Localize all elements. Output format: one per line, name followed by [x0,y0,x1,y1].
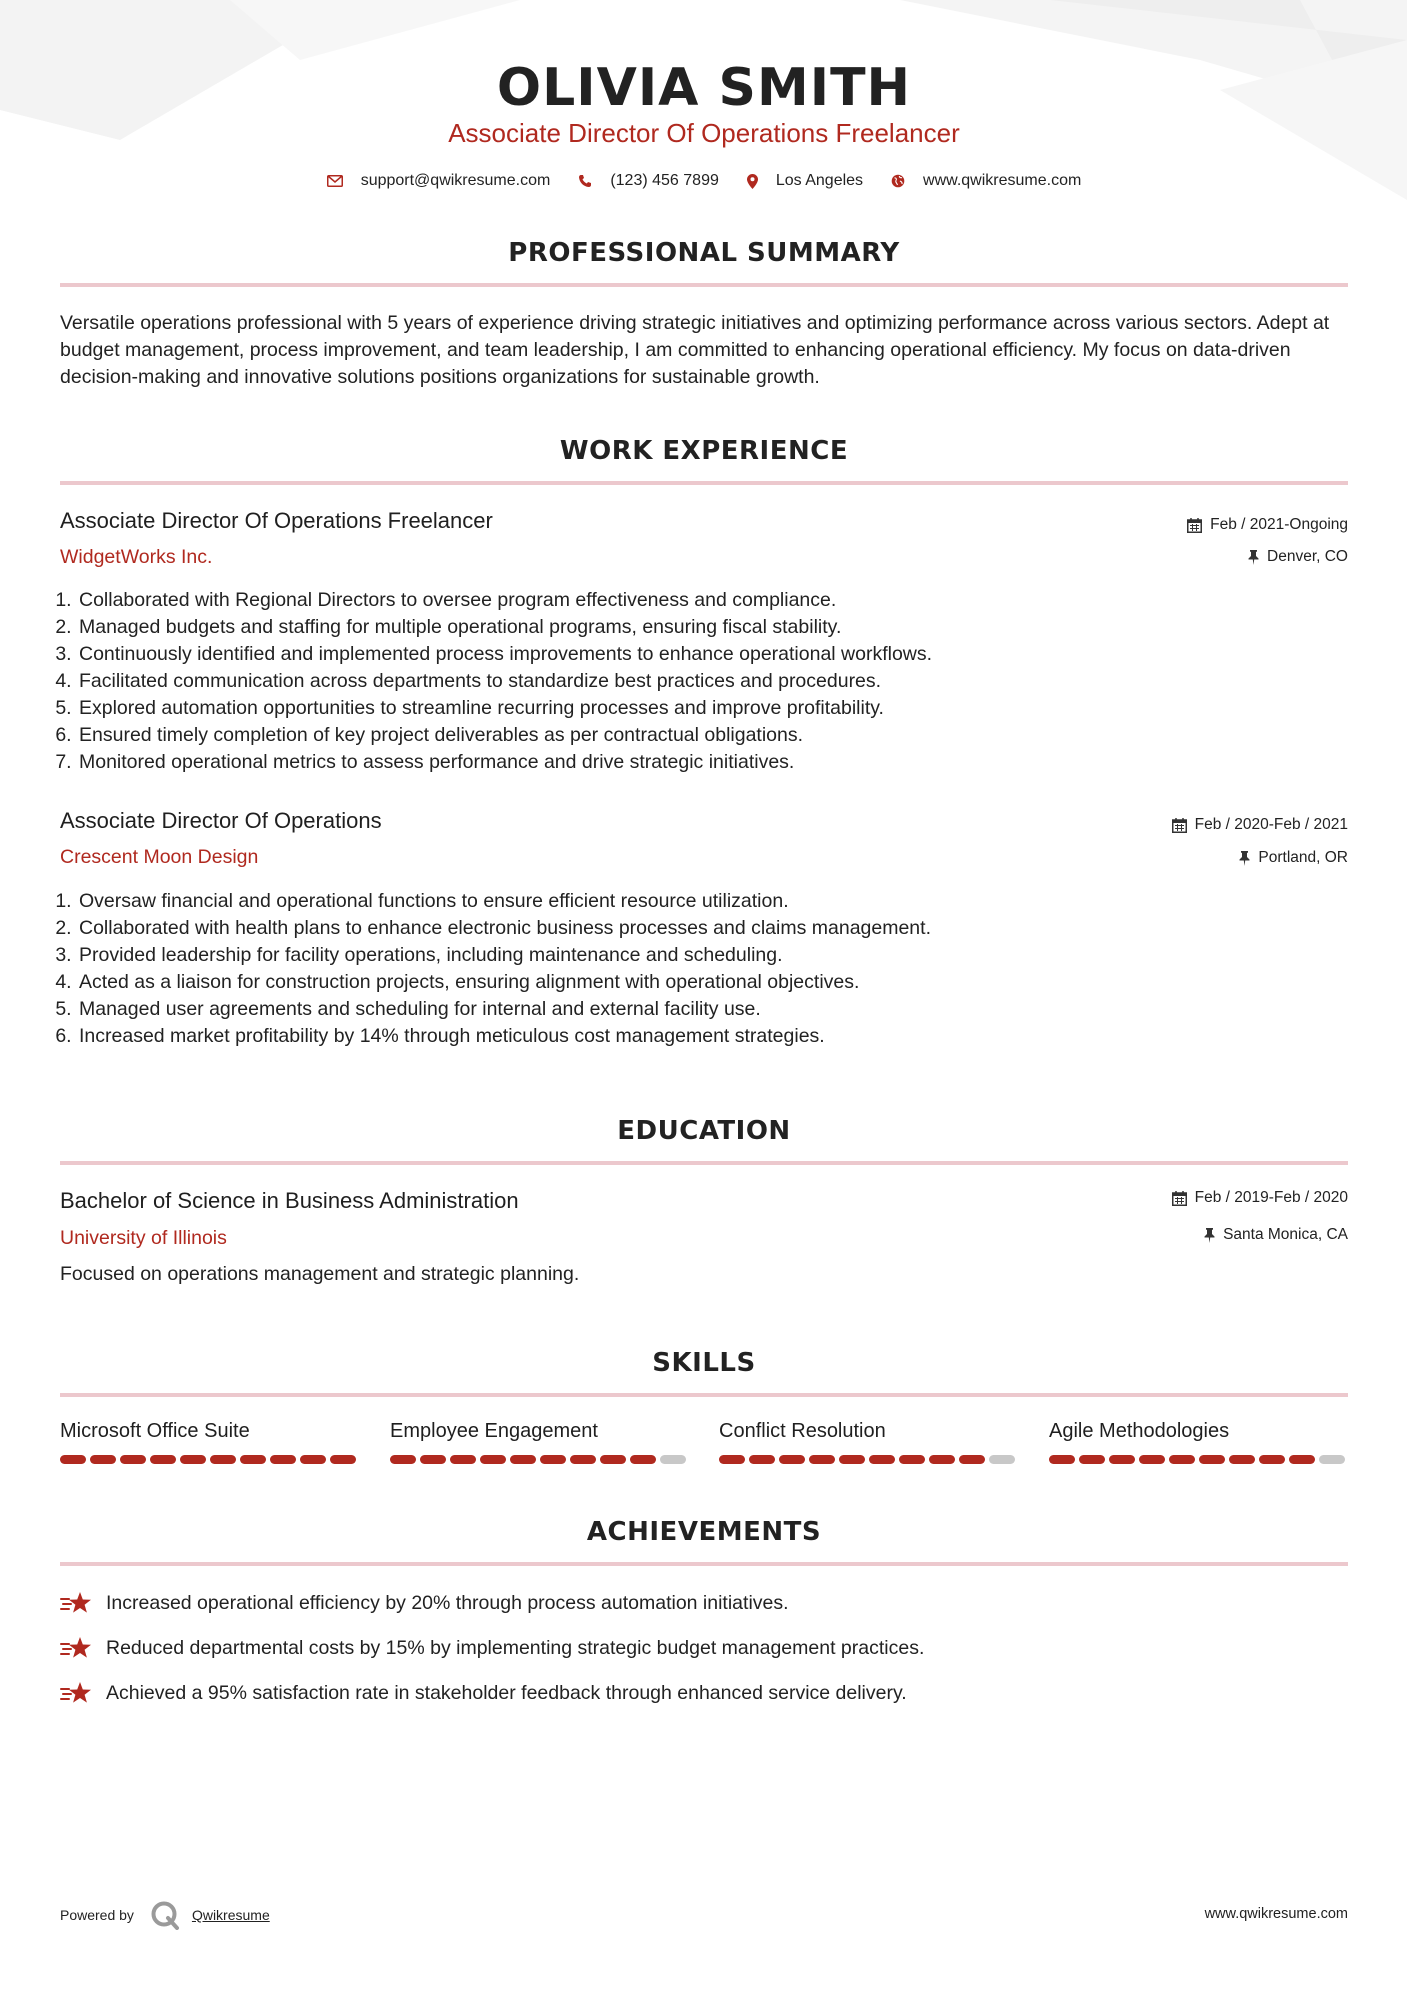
pushpin-icon [1239,851,1250,866]
skill-level-bar [390,1455,690,1464]
job-company: Crescent Moon Design [60,846,259,868]
skill-item [719,1420,1019,1464]
footer-website[interactable]: www.qwikresume.com [1204,1906,1348,1922]
footer-powered-by [60,1900,270,1930]
section-title-education: EDUCATION [617,1116,791,1146]
skill-segment-filled [630,1455,656,1464]
skill-segment-empty [989,1455,1015,1464]
education-dates [1172,1189,1348,1207]
skill-segment-filled [60,1455,86,1464]
section-title-achievements: ACHIEVEMENTS [586,1517,822,1547]
contact-phone[interactable] [578,172,719,190]
job-location [1248,548,1348,566]
job-dates-text: Feb / 2020-Feb / 2021 [1194,816,1348,833]
section-title-summary: PROFESSIONAL SUMMARY [508,238,900,268]
list-item: 4. Acted as a liaison for construction projects, ensuring alignment with operational objectives. [77,969,1337,996]
shooting-star-icon [60,1590,94,1616]
list-item: 3. Continuously identified and implemented process improvements to enhance operational workflows. [77,641,1337,668]
skill-segment-empty [660,1455,686,1464]
job-location [1239,849,1348,867]
list-item: 2. Managed budgets and staffing for multiple operational programs, ensuring fiscal stability. [77,614,1337,641]
section-divider [60,1393,1348,1397]
skill-segment-filled [330,1455,356,1464]
skill-segment-filled [90,1455,116,1464]
achievement-item [60,1635,924,1661]
job-location-text: Denver, CO [1267,548,1348,565]
qwikresume-logo-icon [150,1900,180,1930]
contact-email-text: support@qwikresume.com [360,172,551,189]
skill-segment-filled [839,1455,865,1464]
skill-segment-filled [1289,1455,1315,1464]
contact-website-text: www.qwikresume.com [923,172,1082,189]
education-degree: Bachelor of Science in Business Administration [60,1188,519,1213]
section-divider [60,481,1348,485]
skill-segment-filled [1079,1455,1105,1464]
achievement-text: Increased operational efficiency by 20% through process automation initiatives. [106,1591,789,1614]
skill-segment-filled [1259,1455,1285,1464]
section-title-work: WORK EXPERIENCE [559,436,849,466]
skill-segment-filled [270,1455,296,1464]
phone-icon [578,174,592,188]
envelope-icon [327,175,343,187]
education-location [1204,1226,1348,1244]
calendar-icon [1172,818,1187,833]
contact-email[interactable] [327,172,551,190]
skill-segment-filled [390,1455,416,1464]
education-location-text: Santa Monica, CA [1223,1226,1348,1243]
achievement-text: Reduced departmental costs by 15% by implementing strategic budget management practices. [106,1636,925,1659]
education-school: University of Illinois [60,1227,227,1249]
skill-segment-filled [929,1455,955,1464]
education-dates-text: Feb / 2019-Feb / 2020 [1194,1189,1348,1206]
skill-item [60,1420,360,1464]
pushpin-icon [1204,1228,1215,1243]
skill-segment-filled [420,1455,446,1464]
skill-segment-filled [779,1455,805,1464]
skill-segment-filled [480,1455,506,1464]
skill-segment-filled [1169,1455,1195,1464]
achievement-text: Achieved a 95% satisfaction rate in stakeholder feedback through enhanced service delivery. [106,1681,907,1704]
skill-segment-filled [1049,1455,1075,1464]
achievement-item [60,1590,789,1616]
candidate-name: OLIVIA SMITH [496,58,912,118]
qwikresume-link[interactable]: Qwikresume [191,1907,270,1923]
skill-name: Conflict Resolution [719,1420,886,1442]
skill-item [390,1420,690,1464]
skill-segment-filled [809,1455,835,1464]
job-title: Associate Director Of Operations [60,808,382,833]
job-dates [1172,816,1348,834]
list-item: 4. Facilitated communication across departments to standardize best practices and procedures. [77,668,1337,695]
job-location-text: Portland, OR [1258,849,1348,866]
contact-location [747,172,863,190]
pushpin-icon [1248,550,1259,565]
calendar-icon [1187,518,1202,533]
skill-segment-filled [210,1455,236,1464]
section-divider [60,1562,1348,1566]
skill-segment-filled [899,1455,925,1464]
skill-segment-filled [1229,1455,1255,1464]
skill-segment-filled [600,1455,626,1464]
map-pin-icon [747,174,758,189]
skill-segment-filled [869,1455,895,1464]
globe-icon [891,174,905,188]
skill-level-bar [719,1455,1019,1464]
skill-segment-filled [510,1455,536,1464]
job-title: Associate Director Of Operations Freelancer [60,508,493,533]
section-divider [60,1161,1348,1165]
skill-segment-filled [570,1455,596,1464]
contact-phone-text: (123) 456 7899 [610,172,719,189]
skill-segment-filled [540,1455,566,1464]
list-item: 6. Increased market profitability by 14% through meticulous cost management strategies. [77,1023,1337,1050]
candidate-title: Associate Director Of Operations Freelancer [448,118,960,148]
skill-name: Agile Methodologies [1049,1420,1230,1442]
skill-level-bar [60,1455,360,1464]
contact-bar [60,172,1348,190]
calendar-icon [1172,1191,1187,1206]
education-description: Focused on operations management and strategic planning. [60,1263,580,1285]
list-item: 1. Collaborated with Regional Directors to oversee program effectiveness and compliance. [77,587,1337,614]
list-item: 6. Ensured timely completion of key project deliverables as per contractual obligations. [77,722,1337,749]
list-item: 3. Provided leadership for facility operations, including maintenance and scheduling. [77,942,1337,969]
skill-segment-filled [180,1455,206,1464]
skill-segment-empty [1319,1455,1345,1464]
skill-segment-filled [300,1455,326,1464]
skill-level-bar [1049,1455,1349,1464]
shooting-star-icon [60,1680,94,1706]
powered-by-label: Powered by [60,1907,134,1923]
list-item: 7. Monitored operational metrics to assess performance and drive strategic initiatives. [77,749,1337,776]
skill-name: Employee Engagement [390,1420,598,1442]
list-item: 5. Explored automation opportunities to streamline recurring processes and improve profitability. [77,695,1337,722]
achievement-item [60,1680,907,1706]
skill-segment-filled [749,1455,775,1464]
list-item: 5. Managed user agreements and scheduling for internal and external facility use. [77,996,1337,1023]
section-divider [60,283,1348,287]
skill-segment-filled [240,1455,266,1464]
skill-segment-filled [120,1455,146,1464]
job-bullets [60,888,1337,1050]
section-title-skills: SKILLS [652,1348,756,1378]
job-dates [1187,516,1348,534]
contact-website[interactable] [891,172,1081,190]
job-company: WidgetWorks Inc. [60,546,213,568]
skill-segment-filled [150,1455,176,1464]
skill-item [1049,1420,1349,1464]
job-dates-text: Feb / 2021-Ongoing [1210,516,1348,533]
skill-segment-filled [1199,1455,1225,1464]
list-item: 2. Collaborated with health plans to enhance electronic business processes and claims management. [77,915,1337,942]
skill-segment-filled [1139,1455,1165,1464]
skill-segment-filled [1109,1455,1135,1464]
contact-location-text: Los Angeles [775,172,864,189]
skill-segment-filled [450,1455,476,1464]
skill-segment-filled [719,1455,745,1464]
job-bullets [60,587,1337,776]
shooting-star-icon [60,1635,94,1661]
summary-text: Versatile operations professional with 5 years of experience driving strategic initiatives and optimizing performance across various sectors. Adept at budget management, process improvement, and team leadership, I am committed to enhancing operational efficiency. My focus on data-driven decision-making and innovative solutions positions organizations for sustainable growth. [60,312,1330,388]
skill-name: Microsoft Office Suite [60,1420,250,1442]
skill-segment-filled [959,1455,985,1464]
list-item: 1. Oversaw financial and operational functions to ensure efficient resource utilization. [77,888,1337,915]
